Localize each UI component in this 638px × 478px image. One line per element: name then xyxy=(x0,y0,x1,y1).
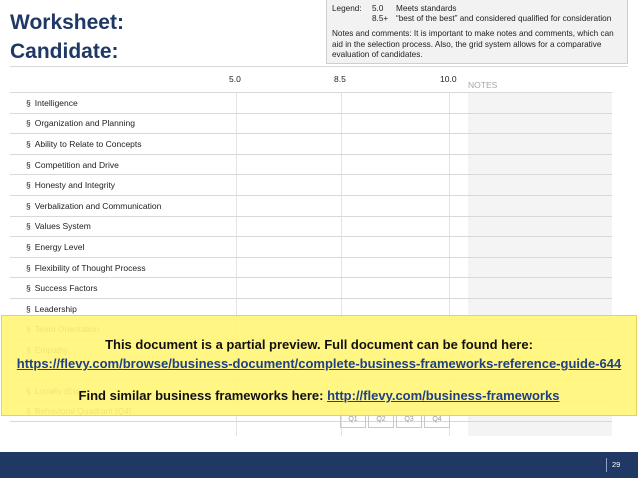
criteria-row xyxy=(10,133,612,154)
header-divider xyxy=(10,66,628,67)
quadrant-box-q4[interactable]: Q4 xyxy=(424,410,450,428)
criteria-label: Intelligence xyxy=(34,97,78,108)
criteria-label: Organization and Planning xyxy=(34,118,135,129)
full-document-link[interactable]: https://flevy.com/browse/business-document/complete-business-frameworks-reference-guide-644 xyxy=(16,356,622,371)
bullet-marker: § xyxy=(26,221,31,232)
criteria-label: Energy Level xyxy=(34,241,85,252)
preview-notice: This document is a partial preview. Full document can be found here: xyxy=(105,337,533,352)
legend-notes: Notes and comments: It is important to make notes and comments, which can aid in the selection process. Also, the grid system allows for a comparative evaluation of candidates. xyxy=(332,29,614,59)
legend-score-2: 8.5+ xyxy=(372,14,389,24)
preview-banner xyxy=(1,315,637,416)
quadrant-box-q3[interactable]: Q3 xyxy=(396,410,422,428)
bullet-marker: § xyxy=(26,180,31,191)
criteria-label: Success Factors xyxy=(34,283,98,294)
notes-column-header: NOTES xyxy=(468,80,498,90)
bullet-marker: § xyxy=(26,283,31,294)
criteria-row xyxy=(10,92,612,113)
scale-label-high: 10.0 xyxy=(440,74,457,84)
criteria-label: Verbalization and Communication xyxy=(34,200,162,211)
page-number: 29 xyxy=(612,460,621,469)
footer-bar xyxy=(0,452,638,478)
bullet-marker: § xyxy=(26,262,31,273)
criteria-row xyxy=(10,195,612,216)
bullet-marker: § xyxy=(26,138,31,149)
legend-label: Legend: xyxy=(332,4,362,13)
frameworks-link[interactable]: http://flevy.com/business-frameworks xyxy=(327,388,560,403)
criteria-row xyxy=(10,216,612,237)
quadrant-box-q1[interactable]: Q1 xyxy=(340,410,366,428)
page-title xyxy=(10,8,124,66)
candidate-title: Candidate: xyxy=(10,40,119,63)
bullet-marker: § xyxy=(26,241,31,252)
criteria-label: Flexibility of Thought Process xyxy=(34,262,146,273)
worksheet-title: Worksheet: xyxy=(10,11,124,34)
quadrant-box-q2[interactable]: Q2 xyxy=(368,410,394,428)
similar-frameworks-line xyxy=(2,388,636,403)
legend-score-1: 5.0 xyxy=(372,4,384,13)
criteria-row xyxy=(10,113,612,134)
bullet-marker: § xyxy=(26,97,31,108)
criteria-label: Honesty and Integrity xyxy=(34,180,116,191)
bullet-marker: § xyxy=(26,159,31,170)
bullet-marker: § xyxy=(26,303,31,314)
bullet-marker: § xyxy=(26,118,31,129)
criteria-row xyxy=(10,174,612,195)
criteria-row xyxy=(10,154,612,175)
legend-row-1 xyxy=(332,4,622,14)
similar-frameworks-text: Find similar business frameworks here: xyxy=(78,388,328,403)
legend-text-1: Meets standards xyxy=(396,4,457,13)
bullet-marker: § xyxy=(26,200,31,211)
legend-row-2 xyxy=(332,14,622,24)
criteria-row xyxy=(10,257,612,278)
legend-text-2: “best of the best” and considered qualified for consideration xyxy=(396,14,612,24)
scale-label-low: 5.0 xyxy=(229,74,241,84)
scale-label-mid: 8.5 xyxy=(334,74,346,84)
criteria-label: Leadership xyxy=(34,303,77,314)
criteria-label: Ability to Relate to Concepts xyxy=(34,138,142,149)
criteria-row xyxy=(10,236,612,257)
criteria-label: Competition and Drive xyxy=(34,159,119,170)
criteria-label: Values System xyxy=(34,221,91,232)
legend-box xyxy=(326,0,628,64)
footer-separator xyxy=(606,458,607,472)
criteria-row xyxy=(10,277,612,298)
